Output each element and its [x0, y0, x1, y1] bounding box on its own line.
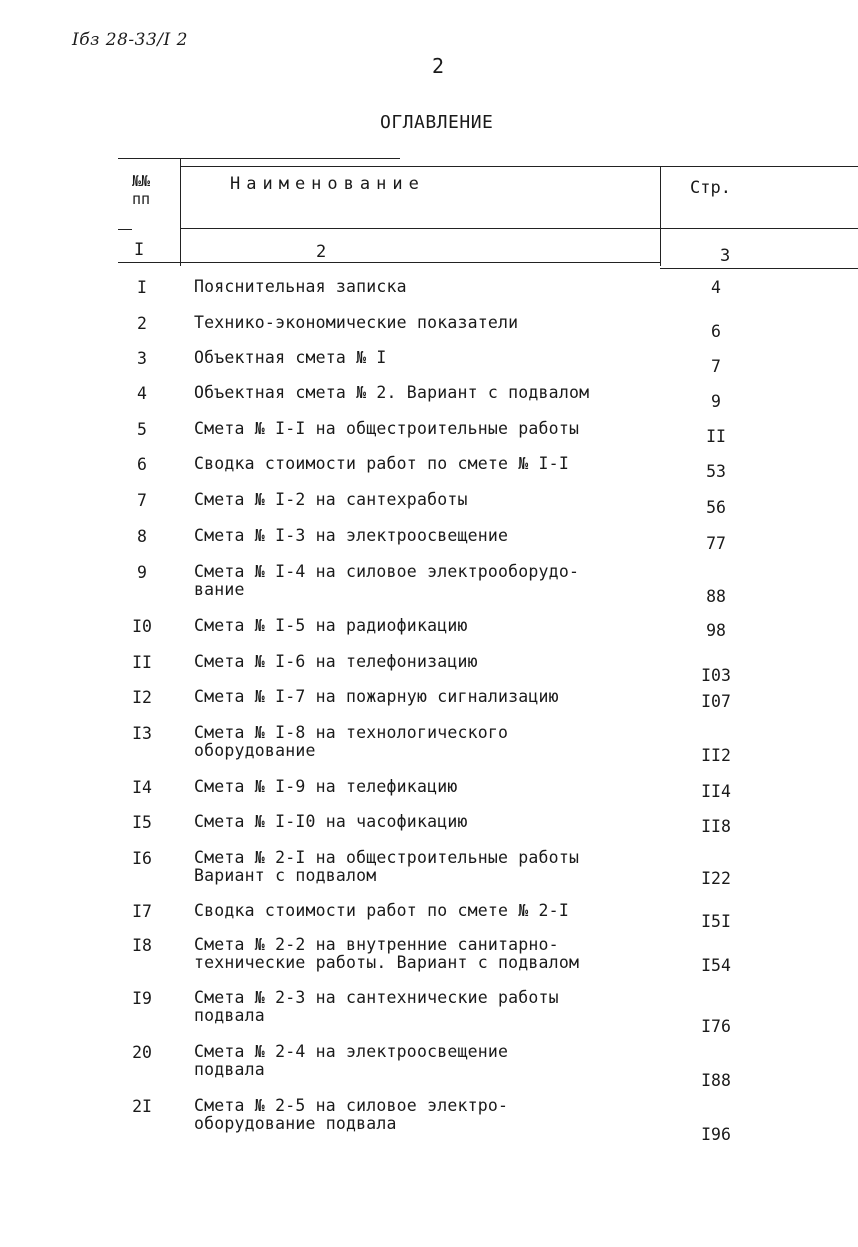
row-title: Смета № I-4 на силовое электрооборудо- вание — [194, 562, 580, 599]
row-page: 9 — [711, 392, 721, 411]
row-number: 2 — [137, 314, 147, 333]
row-title: Смета № I-5 на радиофикацию — [194, 616, 468, 635]
row-page: 98 — [706, 621, 726, 640]
row-title: Пояснительная записка — [194, 277, 407, 296]
row-page: 7 — [711, 357, 721, 376]
row-page: 77 — [706, 534, 726, 553]
row-page: 88 — [706, 587, 726, 606]
row-page: II — [706, 427, 726, 446]
row-number: 5 — [137, 420, 147, 439]
table-top-rule-left — [118, 158, 400, 159]
column-header-name: Наименование — [230, 174, 425, 194]
row-number: I — [137, 278, 147, 297]
column-divider-1 — [180, 158, 181, 266]
row-page: 6 — [711, 322, 721, 341]
column-number-1: I — [134, 240, 145, 260]
row-page: II4 — [701, 782, 731, 801]
row-number: 9 — [137, 563, 147, 582]
row-number: I4 — [132, 778, 152, 797]
row-number: 4 — [137, 384, 147, 403]
row-title: Смета № 2-3 на сантехнические работы подвала — [194, 988, 559, 1025]
row-page: I88 — [701, 1071, 731, 1090]
row-number: I2 — [132, 688, 152, 707]
row-number: I3 — [132, 724, 152, 743]
row-number: I9 — [132, 989, 152, 1008]
column-header-page: Стр. — [690, 178, 731, 198]
row-number: I0 — [132, 617, 152, 636]
page-title: ОГЛАВЛЕНИЕ — [380, 112, 494, 133]
row-title: Смета № I-2 на сантехработы — [194, 490, 468, 509]
row-page: I5I — [701, 912, 731, 931]
row-number: 20 — [132, 1043, 152, 1062]
row-title: Смета № I-8 на технологического оборудование — [194, 723, 509, 760]
row-title: Смета № 2-I на общестроительные работы Вариант с подвалом — [194, 848, 580, 885]
row-title: Смета № I-9 на телефикацию — [194, 777, 458, 796]
row-number: 6 — [137, 455, 147, 474]
row-title: Смета № 2-4 на электроосвещение подвала — [194, 1042, 509, 1079]
row-page: 4 — [711, 278, 721, 297]
row-number: I8 — [132, 936, 152, 955]
column-divider-2 — [660, 166, 661, 266]
row-number: 2I — [132, 1097, 152, 1116]
column-numbers-rule-right — [660, 268, 858, 269]
row-page: I76 — [701, 1017, 731, 1036]
row-number: 3 — [137, 349, 147, 368]
row-title: Смета № I-3 на электроосвещение — [194, 526, 509, 545]
row-title: Смета № I-7 на пожарную сигнализацию — [194, 687, 559, 706]
row-page: I54 — [701, 956, 731, 975]
row-title: Сводка стоимости работ по смете № 2-I — [194, 901, 569, 920]
column-number-3: 3 — [720, 246, 731, 266]
row-page: II8 — [701, 817, 731, 836]
row-number: II — [132, 653, 152, 672]
row-number: I6 — [132, 849, 152, 868]
row-number: I7 — [132, 902, 152, 921]
table-top-rule-right — [180, 166, 858, 167]
row-title: Технико-экономические показатели — [194, 313, 519, 332]
row-page: I96 — [701, 1125, 731, 1144]
row-page: I22 — [701, 869, 731, 888]
row-page: 53 — [706, 462, 726, 481]
header-rule-left — [118, 229, 132, 230]
row-title: Смета № I-I0 на часофикацию — [194, 812, 468, 831]
row-title: Смета № 2-5 на силовое электро- оборудование подвала — [194, 1096, 509, 1133]
row-page: I07 — [701, 692, 731, 711]
document-code: Iбз 28-33/I 2 — [72, 30, 188, 50]
row-page: II2 — [701, 746, 731, 765]
header-rule — [180, 228, 858, 229]
row-title: Смета № 2-2 на внутренние санитарно- технические работы. Вариант с подвалом — [194, 935, 580, 972]
row-title: Объектная смета № I — [194, 348, 387, 367]
page-number: 2 — [432, 54, 445, 78]
row-title: Смета № I-6 на телефонизацию — [194, 652, 478, 671]
row-page: I03 — [701, 666, 731, 685]
row-title: Смета № I-I на общестроительные работы — [194, 419, 580, 438]
row-number: 8 — [137, 527, 147, 546]
row-number: 7 — [137, 491, 147, 510]
column-numbers-rule — [118, 262, 660, 263]
row-title: Сводка стоимости работ по смете № I-I — [194, 454, 569, 473]
column-header-number: №№ пп — [132, 172, 151, 208]
row-title: Объектная смета № 2. Вариант с подвалом — [194, 383, 590, 402]
row-page: 56 — [706, 498, 726, 517]
row-number: I5 — [132, 813, 152, 832]
column-number-2: 2 — [316, 242, 327, 262]
